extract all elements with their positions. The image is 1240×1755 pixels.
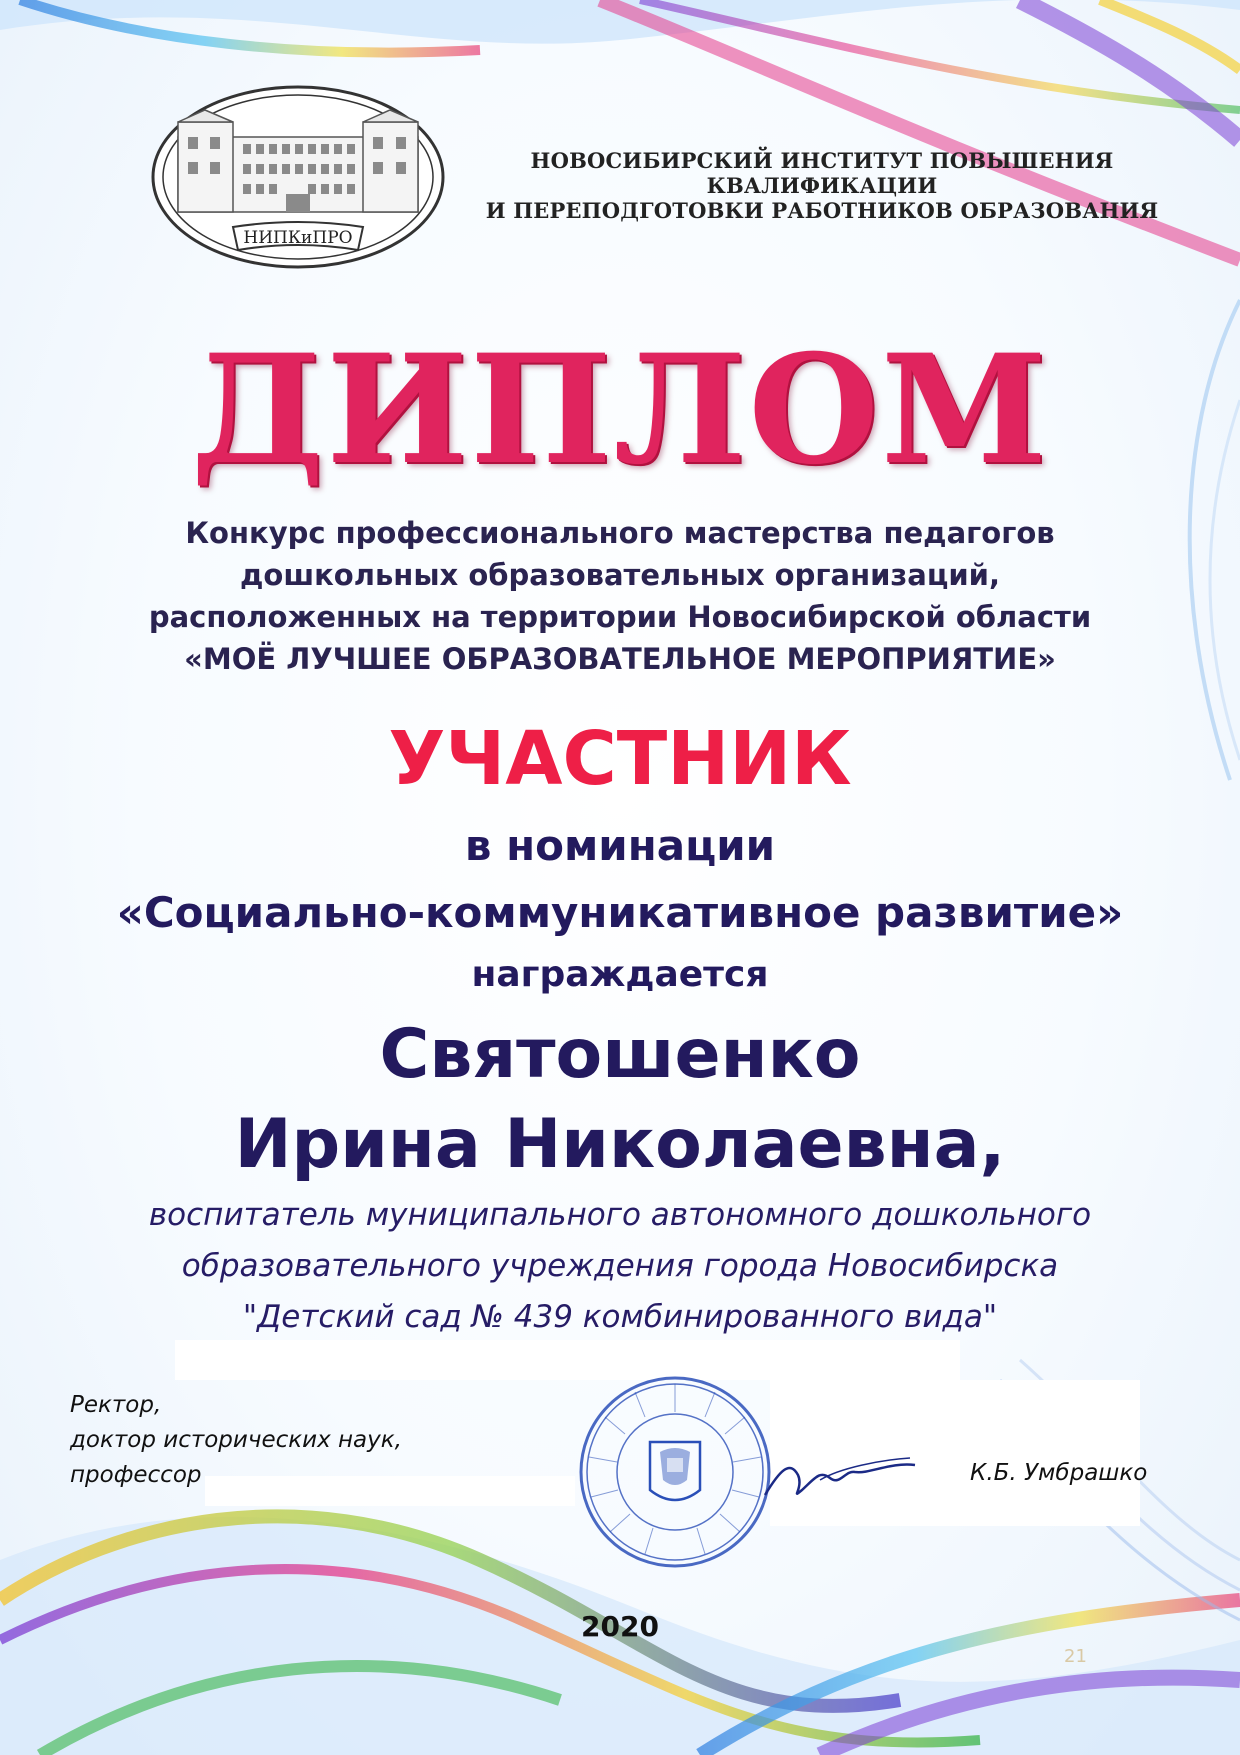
awarded-label: награждается	[471, 954, 769, 995]
recipient-position	[0, 1190, 1240, 1343]
signature	[760, 1440, 920, 1510]
signature-backdrop	[175, 1340, 960, 1380]
position-line1: воспитатель муниципального автономного дошкольного	[148, 1197, 1092, 1233]
nomination-prefix: в номинации	[464, 821, 776, 870]
contest-line4: «МОЁ ЛУЧШЕЕ ОБРАЗОВАТЕЛЬНОЕ МЕРОПРИЯТИЕ»	[184, 642, 1056, 676]
contest-line2: дошкольных образовательных организаций,	[239, 558, 1001, 592]
recipient-given-names: Ирина Николаевна,	[234, 1105, 1006, 1184]
position-line3: "Детский сад № 439 комбинированного вида"	[242, 1299, 998, 1335]
logo-text: НИПКиПРО	[243, 228, 353, 248]
nomination-name: «Социально-коммуникативное развитие»	[116, 888, 1124, 937]
signatory-title	[70, 1388, 402, 1493]
page-number: 21	[1064, 1646, 1087, 1667]
official-stamp	[575, 1372, 775, 1572]
institute-name	[462, 148, 1182, 223]
signatory-name: К.Б. Умбрашко	[970, 1460, 1148, 1486]
contest-line1: Конкурс профессионального мастерства педагогов	[185, 516, 1055, 550]
institute-name-line1: НОВОСИБИРСКИЙ ИНСТИТУТ ПОВЫШЕНИЯ КВАЛИФИКАЦИИ	[530, 148, 1114, 198]
signatory-title-line2: доктор исторических наук,	[70, 1427, 402, 1453]
recipient-surname: Святошенко	[379, 1015, 861, 1094]
diploma-title: ДИПЛОМ	[190, 322, 1050, 498]
status-label: УЧАСТНИК	[388, 716, 852, 802]
contest-line3: расположенных на территории Новосибирской области	[148, 600, 1092, 634]
contest-description	[0, 512, 1240, 680]
position-line2: образовательного учреждения города Новосибирска	[181, 1248, 1059, 1284]
issue-year: 2020	[581, 1610, 659, 1643]
institute-name-line2: И ПЕРЕПОДГОТОВКИ РАБОТНИКОВ ОБРАЗОВАНИЯ	[485, 198, 1159, 223]
signatory-title-line1: Ректор,	[70, 1392, 162, 1418]
signatory-title-line3: профессор	[70, 1462, 202, 1488]
institute-logo	[148, 82, 448, 282]
